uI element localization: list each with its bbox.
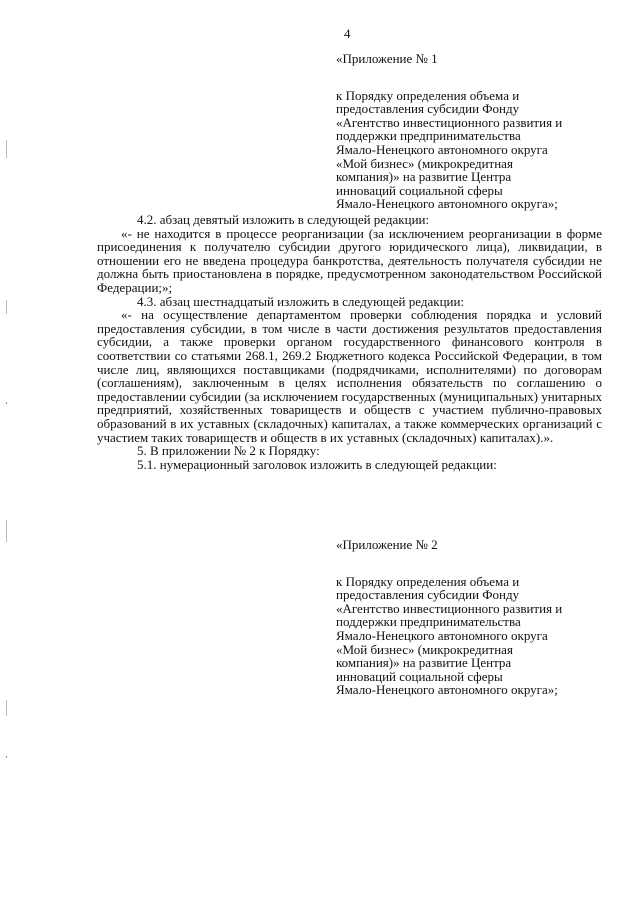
scan-edge-dot [6,402,7,404]
appendix-2-heading: «Приложение № 2 [336,537,438,552]
paragraph-4-3-title: 4.3. абзац шестнадцатый изложить в следующей редакции: [137,293,465,309]
page-number: 4 [344,26,351,41]
appendix-2-line: Ямало-Ненецкого автономного округа [336,627,548,643]
appendix-1-line: к Порядку определения объема и [336,87,520,103]
paragraph-5: 5. В приложении № 2 к Порядку: [137,443,320,459]
body-text [97,213,602,471]
appendix-1-line: «Агентство инвестиционного развития и [336,114,563,130]
appendix-1-line: «Мой бизнес» (микрокредитная [336,155,513,171]
appendix-1-line: Ямало-Ненецкого автономного округа»; [336,196,558,212]
appendix-2-line: инноваций социальной сферы [336,668,503,684]
paragraph-4-3-text: «- на осуществление департаментом проверки соблюдения порядка и условий предоставления субсидии, в том числе в части достижения результатов предоставления субсидии, а также проверки органом государственного финансового контроля в соответствии со статьями 268.1, 269.2 Бюджетного кодекса Российской Федерации, в том числе лиц, являющихся поставщиками (подрядчиками, исполнителями) по договорам (соглашениям), заключенным в целях исполнения обязательств по соглашению о предоставлении субсидии (за исключением государственных (муниципальных) унитарных предприятий, хозяйственных товариществ и обществ с участием публично-правовых образований в их уставных (складочных) капиталах, а также коммерческих организаций с участием таких товариществ и обществ в их уставных (складочных) капиталах).». [97,307,602,445]
appendix-2-line: поддержки предпринимательства [336,614,521,630]
scan-edge-mark [6,700,7,716]
paragraph-4-2-text: «- не находится в процессе реорганизации (за исключением реорганизации в форме присоединения к получателю субсидии другого юридического лица), ликвидации, в отношении его не введена процедура банкротства, деятельность получателя субсидии не должна быть приостановлена в порядке, предусмотренном законодательством Российской Федерации;»; [97,225,602,295]
appendix-1-line: предоставления субсидии Фонду [336,101,520,117]
appendix-1-line: компания)» на развитие Центра [336,169,512,185]
appendix-2-line: к Порядку определения объема и [336,573,520,589]
appendix-2-line: компания)» на развитие Центра [336,655,512,671]
scan-edge-dot [6,756,7,758]
appendix-2-line: «Агентство инвестиционного развития и [336,600,563,616]
paragraph-5-1: 5.1. нумерационный заголовок изложить в следующей редакции: [137,456,497,472]
appendix-1-line: поддержки предпринимательства [336,128,521,144]
scan-edge-mark [6,300,7,314]
appendix-1-heading: «Приложение № 1 [336,51,438,66]
scan-edge-mark [6,520,7,542]
appendix-2-line: предоставления субсидии Фонду [336,587,520,603]
paragraph-4-2-title: 4.2. абзац девятый изложить в следующей редакции: [137,212,430,227]
appendix-2-line: Ямало-Ненецкого автономного округа»; [336,682,558,698]
appendix-1-line: инноваций социальной сферы [336,182,503,198]
appendix-1-block [336,52,626,211]
appendix-2-line: «Мой бизнес» (микрокредитная [336,641,513,657]
appendix-2-block [336,538,626,697]
appendix-1-line: Ямало-Ненецкого автономного округа [336,141,548,157]
scan-edge-mark [6,140,7,158]
